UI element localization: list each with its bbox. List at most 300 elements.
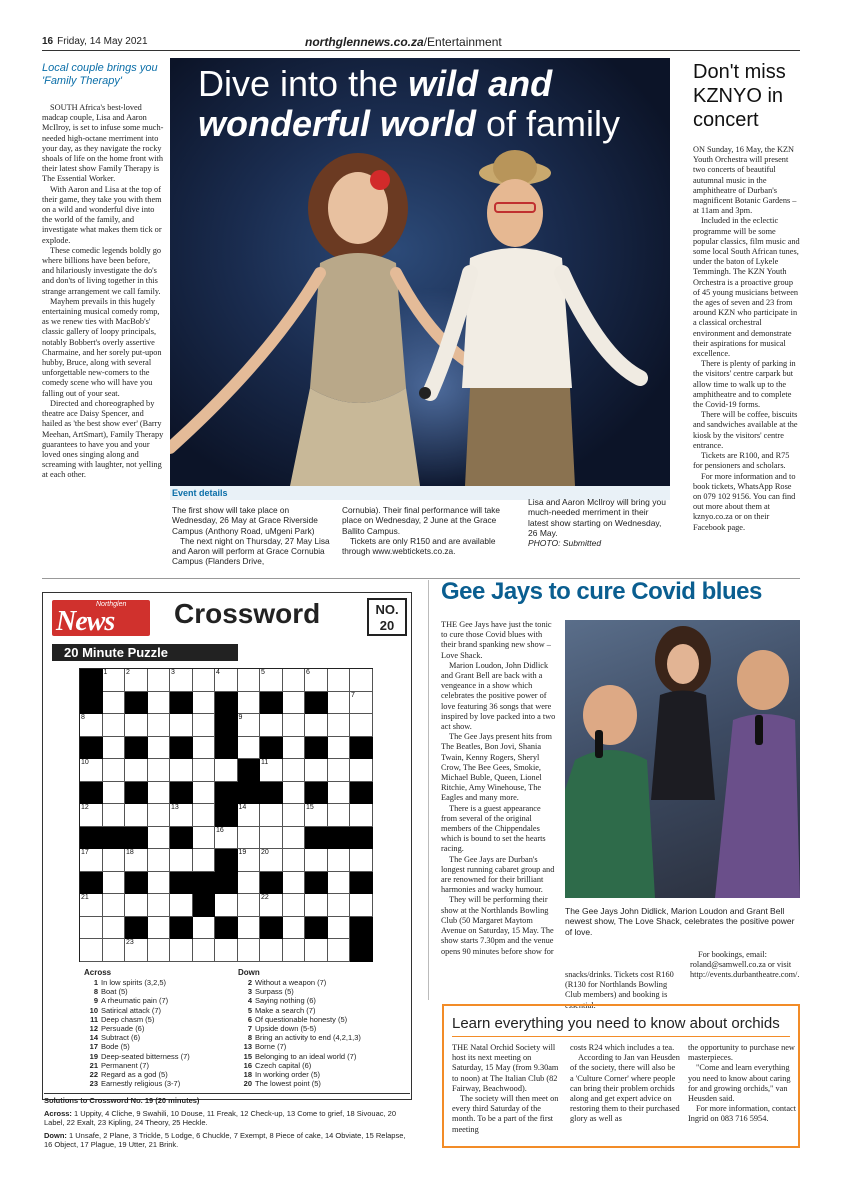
page-number: 16 (42, 36, 54, 47)
grid-square[interactable] (283, 759, 306, 782)
grid-square[interactable] (305, 804, 328, 827)
grid-block (170, 737, 193, 760)
grid-block (215, 737, 238, 760)
grid-square[interactable] (305, 894, 328, 917)
grid-square[interactable] (215, 759, 238, 782)
orchids-headline: Learn everything you need to know about orchids (452, 1015, 780, 1032)
clue-item (238, 1052, 408, 1061)
logo-big-text: News (56, 606, 115, 637)
issue-date: Friday, 14 May 2021 (57, 36, 148, 47)
grid-block (215, 692, 238, 715)
grid-number: 21 (81, 894, 89, 901)
grid-square[interactable] (215, 939, 238, 962)
family-therapy-body (42, 103, 164, 481)
grid-square[interactable] (170, 894, 193, 917)
grid-square[interactable] (193, 917, 216, 940)
grid-square[interactable] (125, 849, 148, 872)
grid-square[interactable] (125, 939, 148, 962)
paragraph: The Gee Jays are Durban's longest running cabaret group and are renowned for their brilliant harmonies and wacky humour. (441, 854, 555, 895)
grid-square[interactable] (238, 872, 261, 895)
clue-number: 21 (89, 1060, 98, 1070)
paragraph: THE Gee Jays have just the tonic to cure those Covid blues with their brand spanking new show – Love Shack. (441, 620, 552, 660)
clue-text: Bring an activity to end (4,2,1,3) (255, 1033, 361, 1043)
grid-square[interactable] (350, 804, 373, 827)
clue-text: Regard as a god (5) (101, 1070, 168, 1080)
grid-square[interactable] (238, 737, 261, 760)
grid-square[interactable] (170, 849, 193, 872)
grid-number: 17 (81, 849, 89, 856)
clues-across (84, 968, 234, 1088)
grid-block (305, 872, 328, 895)
clue-item (238, 1042, 408, 1051)
grid-block (170, 917, 193, 940)
crossword-number-badge (367, 598, 407, 636)
clue-number: 5 (247, 1005, 252, 1015)
clue-number: 18 (243, 1070, 252, 1080)
grid-block (350, 782, 373, 805)
orchids-col1 (452, 1043, 562, 1135)
event-details-label: Event details (170, 486, 670, 500)
clue-number: 6 (247, 1014, 252, 1024)
clues-down (238, 968, 408, 1088)
grid-square[interactable] (148, 894, 171, 917)
clue-text: Persuade (6) (101, 1024, 145, 1034)
grid-number: 18 (126, 849, 134, 856)
grid-square[interactable] (103, 939, 126, 962)
clue-item (238, 1070, 408, 1079)
grid-square[interactable] (80, 849, 103, 872)
grid-square[interactable] (148, 804, 171, 827)
column-divider (428, 580, 429, 1000)
grid-block (305, 737, 328, 760)
clue-item (238, 1006, 408, 1015)
grid-square[interactable] (193, 669, 216, 692)
clue-item (238, 1061, 408, 1070)
grid-number: 13 (171, 804, 179, 811)
grid-block (170, 872, 193, 895)
clue-text: Surpass (5) (255, 987, 294, 997)
gee-jays-caption: The Gee Jays John Didlick, Marion Loudon and Grant Bell newest show, The Love Shack, celebrates the positive power of love. (565, 906, 795, 937)
grid-square[interactable] (305, 939, 328, 962)
grid-block (350, 737, 373, 760)
grid-square[interactable] (260, 714, 283, 737)
clue-text: Subtract (6) (101, 1033, 141, 1043)
clue-text: Make a search (7) (255, 1005, 316, 1015)
grid-square[interactable] (328, 917, 351, 940)
clue-item (84, 978, 234, 987)
grid-square[interactable] (350, 669, 373, 692)
paragraph: Included in the eclectic programme will be some popular classics, film music and some local South African tunes, under the baton of Lykele Temmingh. The KZN Youth Orchestra is a proactive group of 45 young musicians between the ages of seven and 23 from around KZN who participate in a classical orchestral environment and demonstrate their aspirations for musical excellence. (693, 216, 800, 359)
clue-number: 7 (247, 1024, 252, 1034)
grid-square[interactable] (148, 917, 171, 940)
grid-square[interactable] (328, 692, 351, 715)
clues-down-heading: Down (238, 968, 260, 977)
clue-text: Satirical attack (7) (101, 1005, 162, 1015)
grid-square[interactable] (283, 849, 306, 872)
grid-block (350, 917, 373, 940)
solutions-heading: Solutions to Crossword No. 19 (20 minutes) (44, 1096, 200, 1105)
grid-square[interactable] (103, 737, 126, 760)
grid-square[interactable] (170, 669, 193, 692)
gee-jays-body (441, 620, 557, 957)
grid-square[interactable] (215, 894, 238, 917)
grid-square[interactable] (283, 714, 306, 737)
grid-block (193, 894, 216, 917)
headline-part: Dive into the (198, 63, 409, 104)
paragraph: Directed and choreographed by theatre ace Daisy Spencer, and hailed as 'the best show ever' (Barry Meehan, ArtSmart), Family Therapy guarantees to have you and your loved ones singing along and screaming with laughter, not yelling at each other. (42, 398, 164, 480)
grid-square[interactable] (305, 714, 328, 737)
event-text: Tickets are only R150 and are available through www.webtickets.co.za. (342, 535, 496, 557)
grid-block (80, 872, 103, 895)
grid-square[interactable] (260, 759, 283, 782)
grid-block (238, 759, 261, 782)
grid-number: 15 (306, 804, 314, 811)
paragraph: the opportunity to purchase new masterpieces. (688, 1043, 795, 1063)
clue-number: 9 (93, 996, 98, 1006)
event-text: The next night on Thursday, 27 May Lisa and Aaron will perform at Grace Cornubia Campus (Flanders Drive, (172, 535, 330, 567)
grid-square[interactable] (193, 737, 216, 760)
paragraph: SOUTH Africa's best-loved madcap couple, Lisa and Aaron McIlroy, is set to infuse some much-needed high-octane merriment into your day, as they navigate the rocky shoals of life on the home front with their latest show Family Therapy is The Essential Worker. (42, 103, 164, 184)
grid-square[interactable] (148, 737, 171, 760)
grid-square[interactable] (238, 827, 261, 850)
clue-number: 10 (89, 1005, 98, 1015)
grid-square[interactable] (80, 714, 103, 737)
paragraph: There will be coffee, biscuits and sandwiches available at the kiosk by the visitors' centre entrance. (693, 410, 798, 450)
grid-square[interactable] (305, 759, 328, 782)
grid-square[interactable] (328, 669, 351, 692)
grid-square[interactable] (215, 669, 238, 692)
grid-square[interactable] (148, 849, 171, 872)
grid-block (328, 827, 351, 850)
crossword-title: Crossword (174, 598, 321, 629)
paragraph: ON Sunday, 16 May, the KZN Youth Orchestra will present two concerts of beautiful autumnal music in the amphitheatre of Durban's magnificent Botanic Gardens – at 11am and 3pm. (693, 145, 797, 216)
clue-item (84, 996, 234, 1005)
grid-block (80, 692, 103, 715)
grid-square[interactable] (328, 737, 351, 760)
grid-square[interactable] (80, 759, 103, 782)
clue-item (238, 1015, 408, 1024)
grid-square[interactable] (350, 759, 373, 782)
grid-square[interactable] (305, 669, 328, 692)
grid-block (170, 782, 193, 805)
clue-number: 17 (89, 1042, 98, 1052)
grid-block (80, 782, 103, 805)
number-value: 20 (379, 618, 395, 633)
paragraph: Marion Loudon, John Didlick and Grant Bell are back with a vengeance in a show which celebrates the positive power of love featuring 36 songs that were inspired by love packed into a two act show. (441, 660, 556, 732)
grid-number: 4 (216, 669, 220, 676)
grid-square[interactable] (193, 692, 216, 715)
grid-block (238, 782, 261, 805)
grid-block (170, 827, 193, 850)
paragraph: "Come and learn everything you need to know about caring for and growing orchids," van Heusden said. (688, 1063, 791, 1104)
grid-square[interactable] (148, 872, 171, 895)
grid-square[interactable] (148, 827, 171, 850)
grid-square[interactable] (215, 827, 238, 850)
grid-square[interactable] (283, 692, 306, 715)
headline-part: of family (475, 103, 621, 144)
clue-text: Deep chasm (5) (101, 1014, 155, 1024)
grid-square[interactable] (328, 872, 351, 895)
grid-square[interactable] (283, 827, 306, 850)
grid-block (215, 849, 238, 872)
grid-square[interactable] (260, 894, 283, 917)
clue-text: In low spirits (3,2,5) (101, 978, 167, 987)
grid-square[interactable] (148, 939, 171, 962)
headline-emphasis: wild and (408, 63, 553, 104)
clue-item (84, 1052, 234, 1061)
clue-number: 8 (93, 987, 98, 997)
grid-square[interactable] (148, 692, 171, 715)
grid-square[interactable] (80, 939, 103, 962)
grid-square[interactable] (283, 872, 306, 895)
grid-block (215, 804, 238, 827)
grid-square[interactable] (283, 917, 306, 940)
clue-number: 11 (90, 1014, 98, 1024)
grid-square[interactable] (328, 804, 351, 827)
grid-block (125, 827, 148, 850)
clue-number: 8 (247, 1033, 252, 1043)
hero-caption (528, 497, 668, 548)
grid-square[interactable] (350, 692, 373, 715)
clue-number: 15 (243, 1051, 252, 1061)
grid-block (193, 872, 216, 895)
grid-block (170, 692, 193, 715)
clue-text: Deep-seated bitterness (7) (101, 1051, 190, 1061)
section-name: /Entertainment (423, 35, 502, 49)
grid-square[interactable] (148, 782, 171, 805)
event-text: Cornubia). Their final performance will take place on Wednesday, 2 June at the Grace Ballito Campus. (342, 505, 501, 536)
grid-square[interactable] (193, 759, 216, 782)
grid-square[interactable] (103, 759, 126, 782)
grid-square[interactable] (80, 894, 103, 917)
clue-number: 2 (247, 978, 252, 987)
grid-square[interactable] (193, 849, 216, 872)
grid-square[interactable] (328, 714, 351, 737)
grid-square[interactable] (193, 827, 216, 850)
grid-square[interactable] (328, 782, 351, 805)
grid-square[interactable] (260, 849, 283, 872)
site-name[interactable]: northglennews.co.za (305, 35, 424, 49)
puzzle-duration-bar: 20 Minute Puzzle (52, 644, 238, 661)
event-text: The first show will take place on Wednesday, 26 May at Grace Riverside Campus (Anthony Road, uMgeni Park) (172, 505, 318, 536)
grid-square[interactable] (328, 894, 351, 917)
grid-square[interactable] (238, 939, 261, 962)
grid-block (305, 917, 328, 940)
crossword-solutions (44, 1093, 410, 1153)
grid-block (80, 669, 103, 692)
grid-square[interactable] (238, 894, 261, 917)
grid-block (125, 692, 148, 715)
grid-square[interactable] (260, 669, 283, 692)
crossword-grid (79, 668, 373, 962)
grid-square[interactable] (193, 804, 216, 827)
grid-square[interactable] (193, 939, 216, 962)
grid-square[interactable] (103, 849, 126, 872)
grid-square[interactable] (103, 804, 126, 827)
grid-square[interactable] (80, 917, 103, 940)
grid-block (125, 737, 148, 760)
grid-square[interactable] (260, 939, 283, 962)
clue-number: 20 (243, 1079, 252, 1089)
grid-square[interactable] (350, 849, 373, 872)
solutions-down: 1 Unsafe, 2 Plane, 3 Trickle, 5 Lodge, 6 Chuckle, 7 Exempt, 8 Piece of cake, 14 Obviate, 15 Relapse, 16 Object, 17 Plague, 19 Utter, 21 Brink. (44, 1130, 406, 1149)
paragraph: THE Natal Orchid Society will host its next meeting on Saturday, 15 May (from 9.30am to noon) at The Italian Club (82 Fairway, Beachwood). (452, 1043, 559, 1093)
grid-block (215, 917, 238, 940)
grid-square[interactable] (148, 669, 171, 692)
grid-number: 7 (351, 691, 355, 699)
grid-square[interactable] (238, 917, 261, 940)
orchids-col2 (570, 1043, 680, 1125)
page-folio (42, 36, 148, 47)
grid-square[interactable] (125, 804, 148, 827)
grid-square[interactable] (170, 759, 193, 782)
hero-headline (198, 64, 658, 144)
grid-block (215, 782, 238, 805)
grid-square[interactable] (148, 714, 171, 737)
clue-item (84, 1033, 234, 1042)
grid-square[interactable] (350, 714, 373, 737)
clue-text: In working order (5) (255, 1070, 321, 1080)
grid-square[interactable] (238, 669, 261, 692)
clues-across-heading: Across (84, 968, 112, 977)
grid-square[interactable] (170, 939, 193, 962)
paragraph: With Aaron and Lisa at the top of their game, they take you with them on a wild and wonderful dive into the world of the family, and investigate what makes them tick or explode. (42, 184, 162, 245)
kznyo-headline: Don't miss KZNYO in concert (693, 61, 786, 131)
grid-square[interactable] (103, 894, 126, 917)
photo-credit: PHOTO: Submitted (528, 538, 602, 549)
grid-square[interactable] (193, 782, 216, 805)
grid-square[interactable] (283, 804, 306, 827)
grid-block (305, 692, 328, 715)
orchids-rule (452, 1036, 790, 1037)
grid-square[interactable] (103, 692, 126, 715)
grid-square[interactable] (328, 849, 351, 872)
grid-square[interactable] (103, 917, 126, 940)
paragraph[interactable]: For bookings, email: roland@samwell.co.za or visit http://events.durbantheatre.com/. (690, 950, 800, 980)
grid-square[interactable] (125, 714, 148, 737)
orchids-col3 (688, 1043, 796, 1125)
clue-text: Upside down (5-5) (255, 1024, 317, 1034)
headline-emphasis: wonderful world (198, 103, 476, 144)
clue-number: 14 (89, 1033, 98, 1043)
grid-block (215, 872, 238, 895)
paragraph: For more information and to book tickets, WhatsApp Rose on 079 102 9156. You can find out more about them at kznyo.co.za or on their Facebook page. (693, 471, 796, 532)
kznyo-body (693, 145, 801, 533)
grid-square[interactable] (283, 939, 306, 962)
paragraph: There is a guest appearance from several of the original members of the Chippendales which is bound to set the hearts racing. (441, 803, 546, 854)
caption-text: Lisa and Aaron McIlroy will bring you much-needed merriment in their latest show starting on Wednesday, 26 May. (528, 497, 666, 538)
clue-item (238, 1079, 408, 1088)
grid-number: 3 (171, 669, 175, 676)
clue-text: Permanent (7) (101, 1060, 149, 1070)
grid-square[interactable] (260, 804, 283, 827)
grid-square[interactable] (328, 759, 351, 782)
grid-square[interactable] (125, 759, 148, 782)
paragraph: snacks/drinks. Tickets cost R160 (R130 for Northlands Bowling Club members) and booking is essential. (565, 970, 674, 1010)
clue-text: Without a weapon (7) (255, 978, 327, 987)
grid-block (260, 917, 283, 940)
solutions-down-label: Down: (44, 1130, 67, 1140)
grid-square[interactable] (193, 714, 216, 737)
paragraph: According to Jan van Heusden of the society, there will also be a 'Culture Corner' where people can bring their problem orchids along and get expert advice on restoring them to their purchased glory as well as (570, 1053, 680, 1124)
header-rule (42, 50, 800, 51)
paragraph: The Gee Jays present hits from The Beatles, Bon Jovi, Shania Twain, Kenny Rogers, Sheryl Crow, The Bee Gees, Smokie, Michael Buble, Queen, Lionel Ritchie, Amy Winehouse, The Eagles and many more. (441, 732, 552, 803)
grid-number: 14 (238, 804, 247, 811)
grid-square[interactable] (103, 669, 126, 692)
grid-number: 2 (126, 669, 130, 676)
paragraph: The society will then meet on every third Saturday of the month. To be a part of the first meeting (452, 1094, 559, 1134)
clue-number: 23 (89, 1079, 98, 1089)
grid-square[interactable] (148, 759, 171, 782)
grid-square[interactable] (103, 872, 126, 895)
clue-item (238, 1024, 408, 1033)
grid-block (125, 872, 148, 895)
grid-square[interactable] (283, 737, 306, 760)
grid-square[interactable] (283, 669, 306, 692)
grid-block (260, 872, 283, 895)
paragraph: They will be performing their show at the Northlands Bowling Club (50 Margaret Maytom Avenue on Saturday, 15 May. The show starts 7.30pm and the venue opens 90 minutes before show for (441, 895, 554, 956)
grid-square[interactable] (125, 894, 148, 917)
grid-square[interactable] (305, 849, 328, 872)
logo-small-text: Northglen (96, 601, 127, 608)
grid-square[interactable] (238, 714, 261, 737)
grid-number: 8 (81, 714, 85, 721)
clue-text: Earnestly religious (3-7) (101, 1079, 181, 1089)
clue-item (238, 1033, 408, 1042)
grid-square[interactable] (238, 692, 261, 715)
grid-square[interactable] (103, 782, 126, 805)
grid-number: 1 (103, 669, 108, 676)
grid-number: 11 (261, 759, 269, 766)
grid-block (350, 939, 373, 962)
grid-number: 22 (261, 894, 269, 901)
clue-text: Boat (5) (101, 987, 128, 997)
clue-text: Czech capital (6) (255, 1060, 312, 1070)
grid-square[interactable] (260, 827, 283, 850)
grid-block (260, 692, 283, 715)
grid-square[interactable] (238, 849, 261, 872)
grid-square[interactable] (170, 714, 193, 737)
clue-item (84, 1042, 234, 1051)
grid-block (350, 872, 373, 895)
grid-square[interactable] (350, 894, 373, 917)
grid-square[interactable] (283, 894, 306, 917)
gee-jays-illustration (565, 620, 800, 898)
paragraph: These comedic legends boldly go where billions have been before, and hilariously investigate the do's and don'ts of living together in this strange arrangement we call family. (42, 245, 162, 296)
grid-square[interactable] (238, 804, 261, 827)
grid-block (305, 782, 328, 805)
grid-square[interactable] (125, 669, 148, 692)
grid-block (260, 782, 283, 805)
grid-square[interactable] (80, 804, 103, 827)
grid-square[interactable] (283, 782, 306, 805)
grid-number: 6 (306, 669, 310, 676)
paragraph: Tickets are R100, and R75 for pensioners and scholars. (693, 451, 790, 471)
clue-item (84, 1079, 234, 1088)
grid-square[interactable] (170, 804, 193, 827)
clue-item (84, 1015, 234, 1024)
northglen-news-logo (52, 600, 150, 636)
grid-number: 16 (216, 826, 224, 834)
clue-number: 13 (243, 1042, 252, 1052)
grid-square[interactable] (103, 714, 126, 737)
grid-block (80, 827, 103, 850)
grid-number: 19 (238, 849, 247, 856)
paragraph: Mayhem prevails in this hugely entertaining musical comedy romp, as we renew ties with MacBob's' classic gallery of loopy principals, notably Bobbert's overly assertive Charmaine, and her sorely put-upon hubby, Bruce, along with several unforgettable new-comers to the comedy scene who will have you falling out of your seat. (42, 296, 162, 398)
clue-text: Bode (5) (101, 1042, 130, 1052)
grid-square[interactable] (328, 939, 351, 962)
clue-item (84, 1061, 234, 1070)
